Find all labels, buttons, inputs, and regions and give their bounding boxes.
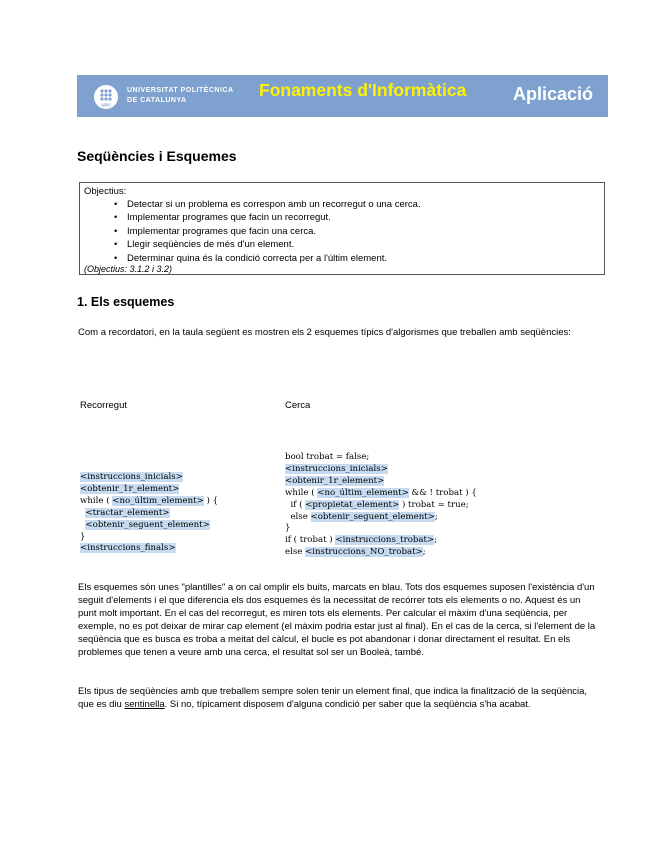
code-placeholder: <instruccions_finals> [80, 543, 176, 554]
objective-item: • Detectar si un problema es correspon amb un recorregut o una cerca. [114, 198, 421, 211]
code-placeholder: <instruccions_inicials> [80, 472, 183, 482]
objective-item: • Determinar quina és la condició correcta per a l'últim element. [114, 252, 421, 265]
code-text: && ! trobat ) { [408, 487, 477, 498]
explanation-paragraph: Els esquemes són unes "plantilles" a on cal omplir els buits, marcats en blau. Tots dos esquemes suposen l'existència d'un seguit d'elements i el que diferencia els dos esquemes és la necessitat de recórrer tots els elements o no. Aquest és un punt molt important. En el cas del recorregut, es miren tots els elements. Per calcular el màxim d'una seqüència, per exemple, no es pot deixar de mirar cap element (el màxim podria estar just al final). En el cas de la cerca, si l'element de la seqüència que es busca es troba a meitat del càlcul, el bucle es pot abandonar i donar directament el resultat. En els problemes que tenen a veure amb una cerca, el resultat sol ser un Booleà, també. [78, 582, 596, 658]
code-placeholder: <no_últim_element> [112, 495, 204, 506]
recorregut-code [80, 472, 218, 555]
sentinel-text-before: Els tipus de seqüències amb que treballem sempre solen tenir un element final, que indica la finalització de la seqüència, que es diu [78, 686, 588, 710]
code-text: ; [434, 535, 438, 546]
code-placeholder: <tractar_element> [85, 507, 170, 518]
upc-logo-icon [94, 85, 118, 109]
university-line1: UNIVERSITAT POLITÈCNICA [127, 87, 234, 94]
objective-item: • Implementar programes que facin un recorregut. [114, 211, 421, 224]
university-line2: DE CATALUNYA [127, 97, 187, 104]
code-placeholder: <propietat_element> [305, 499, 400, 510]
code-text: bool trobat = false; [285, 452, 370, 462]
code-text: else [285, 511, 311, 522]
sentinel-paragraph [78, 685, 598, 711]
code-placeholder: <instruccions_trobat> [335, 535, 435, 546]
objective-item: • Implementar programes que facin una cerca. [114, 225, 421, 238]
column-header-cerca: Cerca [285, 400, 311, 411]
sentinel-term: sentinella [124, 699, 165, 710]
course-title: Fonaments d'Informàtica [259, 80, 467, 100]
sentinel-text-after: . Si no, típicament disposem d'alguna condició per saber que la seqüència s'ha acabat. [164, 699, 531, 710]
code-placeholder: <instruccions_NO_trobat> [305, 547, 423, 558]
code-text: else [285, 547, 306, 558]
code-text: while ( [80, 495, 113, 506]
code-placeholder: <no_últim_element> [317, 487, 409, 498]
code-text: ) trobat = true; [399, 499, 469, 510]
doc-type: Aplicació [513, 84, 594, 104]
code-text: } [285, 523, 291, 534]
code-placeholder: <obtenir_seguent_element> [85, 519, 210, 530]
objectives-footer: (Objectius: 3.1.2 i 3.2) [84, 264, 173, 274]
column-header-recorregut: Recorregut [80, 400, 127, 411]
code-text: } [80, 531, 86, 542]
cerca-code [285, 452, 477, 559]
code-placeholder: <instruccions_inicials> [285, 463, 388, 474]
header-banner [77, 75, 608, 117]
code-placeholder: <obtenir_seguent_element> [310, 511, 435, 522]
objectives-list [114, 198, 421, 265]
code-text: if ( [285, 499, 306, 510]
code-text: ) { [203, 495, 219, 506]
code-text: while ( [285, 487, 318, 498]
page-title: Seqüències i Esquemes [77, 148, 237, 164]
code-placeholder: <obtenir_1r_element> [80, 483, 180, 494]
objectives-box [79, 182, 605, 275]
logo-caption: UPC [101, 102, 111, 108]
code-placeholder: <obtenir_1r_element> [285, 475, 385, 486]
objective-item: • Llegir seqüències de més d'un element. [114, 238, 421, 251]
intro-paragraph: Com a recordatori, en la taula següent es mostren els 2 esquemes típics d'algorismes que treballen amb seqüències: [78, 327, 571, 338]
section-heading: 1. Els esquemes [77, 295, 175, 309]
objectives-heading: Objectius: [84, 186, 127, 197]
code-text: if ( trobat ) [285, 535, 336, 546]
code-text: ; [422, 547, 426, 558]
university-name [127, 86, 234, 106]
code-text: ; [434, 511, 438, 522]
